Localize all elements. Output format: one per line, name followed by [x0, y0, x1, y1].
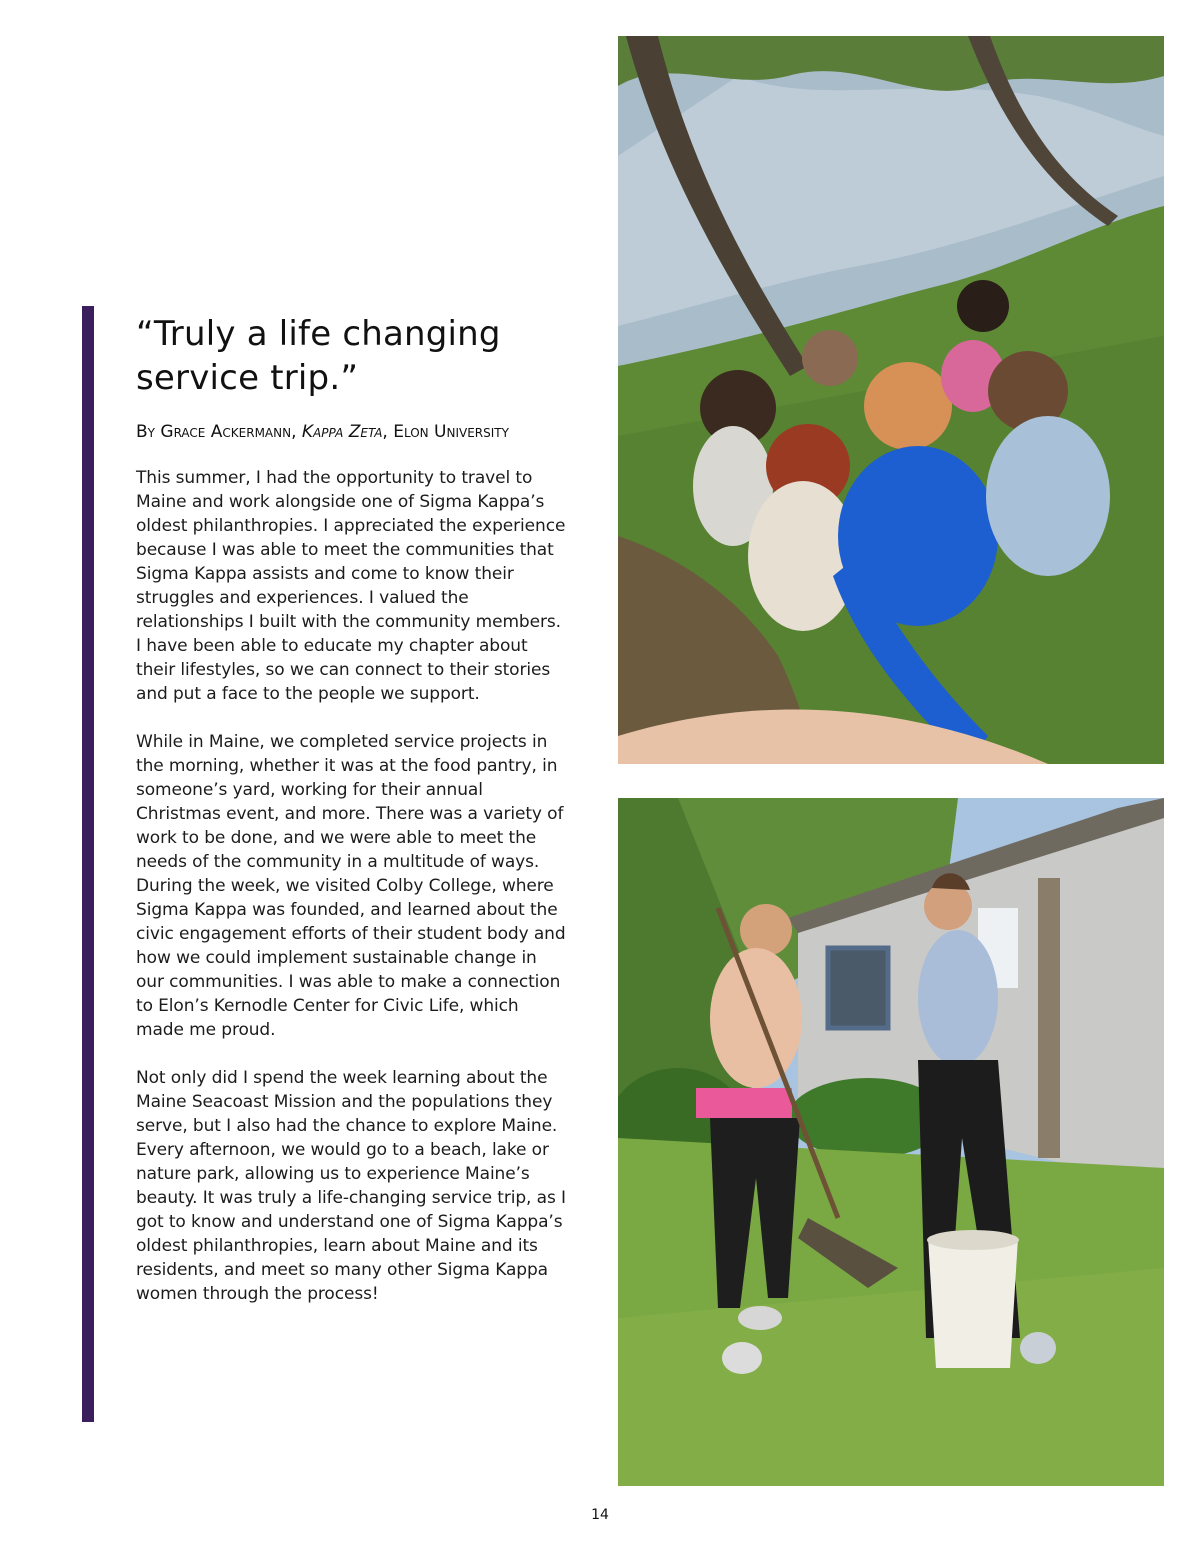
body-paragraph: This summer, I had the opportunity to travel to Maine and work alongside one of Sigma Kappa’s oldest philanthropies. I appreciated the experience because I was able to meet the communities that Sigma Kappa assists and come to know their struggles and experiences. I valued the relationships I built with the community members. I have been able to educate my chapter about their lifestyles, so we can connect to their stories and put a face to the people we support.	[136, 468, 566, 704]
group-selfie-photo	[618, 36, 1164, 764]
byline-school: , Elon University	[382, 422, 509, 442]
byline	[136, 420, 566, 444]
group-selfie-illustration	[618, 36, 1164, 764]
headline: “Truly a life changing service trip.”	[136, 314, 501, 398]
page-number: 14	[591, 1507, 609, 1523]
accent-bar	[82, 306, 94, 1422]
body-paragraph: Not only did I spend the week learning about the Maine Seacoast Mission and the populations they serve, but I also had the chance to explore Maine. Every afternoon, we would go to a beach, lake or nature park, allowing us to experience Maine’s beauty. It was truly a life-changing service trip, as I got to know and understand one of Sigma Kappa’s oldest philanthropies, learn about Maine and its residents, and meet so many other Sigma Kappa women through the process!	[136, 1068, 566, 1304]
body-paragraph: While in Maine, we completed service projects in the morning, whether it was at the food pantry, in someone’s yard, working for their annual Christmas event, and more. There was a variety of work to be done, and we were able to meet the needs of the community in a multitude of ways. During the week, we visited Colby College, where Sigma Kappa was founded, and learned about the civic engagement efforts of their student body and how we could implement sustainable change in our communities. I was able to make a connection to Elon’s Kernodle Center for Civic Life, which made me proud.	[136, 732, 566, 1040]
byline-chapter: Kappa Zeta	[301, 422, 383, 442]
yard-work-illustration	[618, 798, 1164, 1486]
article	[136, 312, 566, 1330]
yard-work-photo	[618, 798, 1164, 1486]
byline-author: By Grace Ackermann,	[136, 422, 302, 442]
